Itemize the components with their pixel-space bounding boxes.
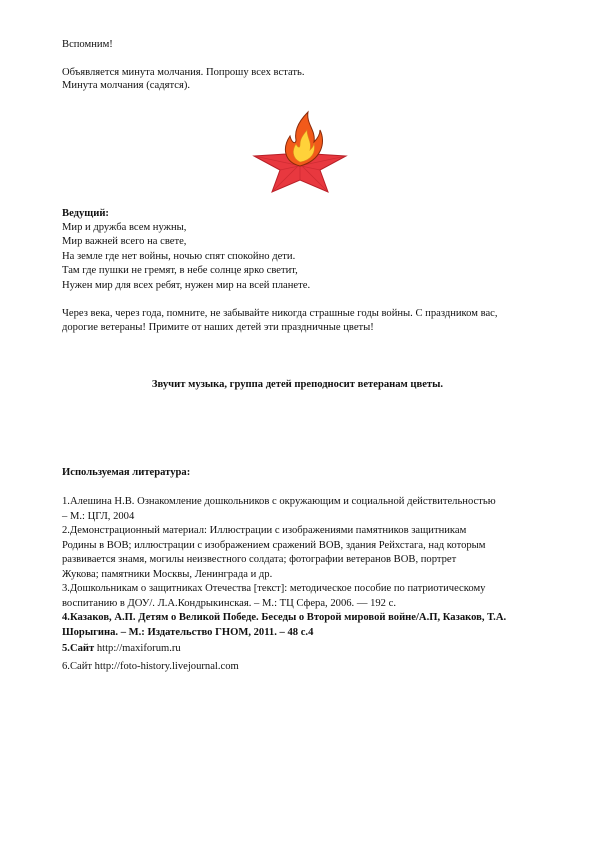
reference-site-5-link[interactable]: http://maxiforum.ru: [96, 643, 181, 654]
music-note: Звучит музыка, группа детей преподносит ветеранам цветы.: [151, 379, 444, 390]
reference-site-5-prefix: 5.Сайт: [62, 643, 95, 654]
reference-line: Родины в ВОВ; иллюстрации с изображением сражений ВОВ, здания Рейхстага, над которым: [62, 540, 486, 551]
speaker-label: Ведущий:: [62, 208, 109, 219]
poem-line: Нужен мир для всех ребят, нужен мир на всей планете.: [62, 280, 311, 291]
poem-line: Мир и дружба всем нужны,: [62, 222, 187, 233]
literature-heading: Используемая литература:: [62, 467, 191, 478]
reference-site-6[interactable]: 6.Сайт http://foto-history.livejournal.com: [62, 661, 239, 672]
intro-line-2: Минута молчания (садятся).: [62, 80, 191, 91]
poem-line: Мир важней всего на свете,: [62, 236, 187, 247]
appeal-line-2: дорогие ветераны! Примите от наших детей эти праздничные цветы!: [62, 322, 374, 333]
reference-site-5: [62, 642, 181, 655]
poem-line: На земле где нет войны, ночью спят спокойно дети.: [62, 251, 296, 262]
reference-line: 3.Дошкольникам о защитниках Отечества [текст]: методическое пособие по патриотическому: [62, 583, 486, 594]
reference-line: 4.Казаков, А.П. Детям о Великой Победе. Беседы о Второй мировой войне/А.П, Казаков, Т.А.: [62, 612, 507, 623]
eternal-flame-icon: [250, 108, 350, 198]
reference-line: Жукова; памятники Москвы, Ленинграда и др.: [62, 569, 273, 580]
reference-line: Шорыгина. – М.: Издательство ГНОМ, 2011. – 48 с.4: [62, 627, 314, 638]
reference-line: – М.: ЦГЛ, 2004: [62, 511, 135, 522]
reference-line: воспитанию в ДОУ/. Л.А.Кондрыкинская. – М.: ТЦ Сфера, 2006. — 192 с.: [62, 598, 396, 609]
reference-line: 1.Алешина Н.В. Ознакомление дошкольников с окружающим и социальной действительностью: [62, 496, 496, 507]
reference-line: 2.Демонстрационный материал: Иллюстрации с изображениями памятников защитникам: [62, 525, 467, 536]
intro-line-1: Объявляется минута молчания. Попрошу всех встать.: [62, 67, 305, 78]
appeal-line-1: Через века, через года, помните, не забывайте никогда страшные годы войны. С праздником вас,: [62, 308, 498, 319]
reference-line: развивается знамя, могилы неизвестного солдата; фотографии ветеранов ВОВ, портрет: [62, 554, 457, 565]
page-title: Вспомним!: [62, 39, 113, 50]
poem-line: Там где пушки не гремят, в небе солнце ярко светит,: [62, 265, 298, 276]
